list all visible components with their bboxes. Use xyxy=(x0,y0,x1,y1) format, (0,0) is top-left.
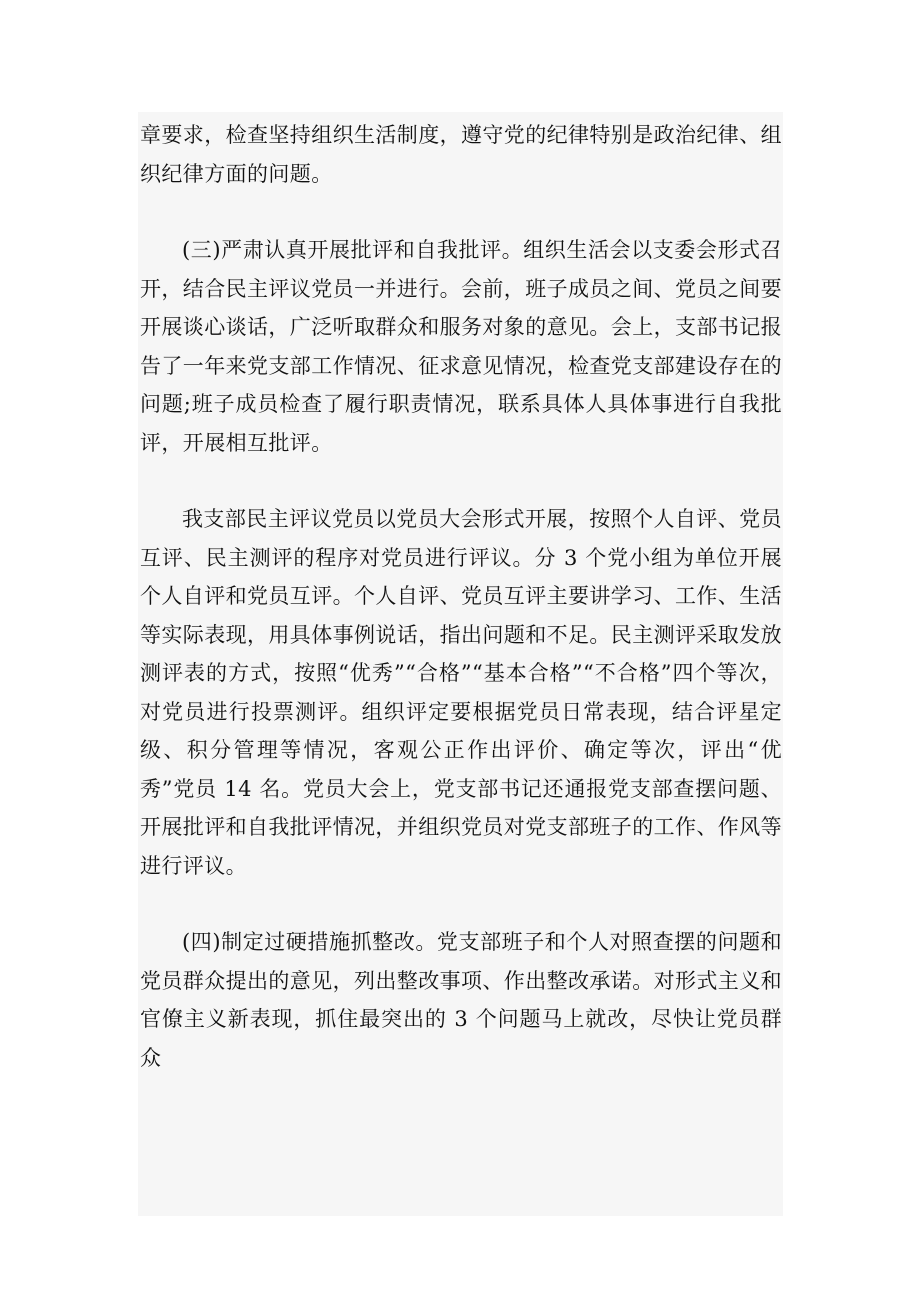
paragraph-2: (三)严肃认真开展批评和自我批评。组织生活会以支委会形式召开，结合民主评议党员一并进行。会前，班子成员之间、党员之间要开展谈心谈话，广泛听取群众和服务对象的意见。会上，支部书记报告了一年来党支部工作情况、征求意见情况，检查党支部建设存在的问题;班子成员检查了履行职责情况，联系具体人具体事进行自我批评，开展相互批评。 xyxy=(140,238,782,455)
paragraph-3: 我支部民主评议党员以党员大会形式开展，按照个人自评、党员互评、民主测评的程序对党员进行评议。分 3 个党小组为单位开展个人自评和党员互评。个人自评、党员互评主要讲学习、工作、生活等实际表现，用具体事例说话，指出问题和不足。民主测评采取发放测评表的方式，按照“优秀”“合格”“基本合格”“不合格”四个等次，对党员进行投票测评。组织评定要根据党员日常表现，结合评星定级、积分管理等情况，客观公正作出评价、确定等次，评出“优秀”党员 14 名。党员大会上，党支部书记还通报党支部查摆问题、开展批评和自我批评情况，并组织党员对党支部班子的工作、作风等进行评议。 xyxy=(140,507,782,878)
paragraph-4: (四)制定过硬措施抓整改。党支部班子和个人对照查摆的问题和党员群众提出的意见，列出整改事项、作出整改承诺。对形式主义和官僚主义新表现，抓住最突出的 3 个问题马上就改，尽快让党员群众 xyxy=(140,930,782,1070)
document-body xyxy=(140,116,782,1077)
paragraph-1: 章要求，检查坚持组织生活制度，遵守党的纪律特别是政治纪律、组织纪律方面的问题。 xyxy=(140,123,782,186)
